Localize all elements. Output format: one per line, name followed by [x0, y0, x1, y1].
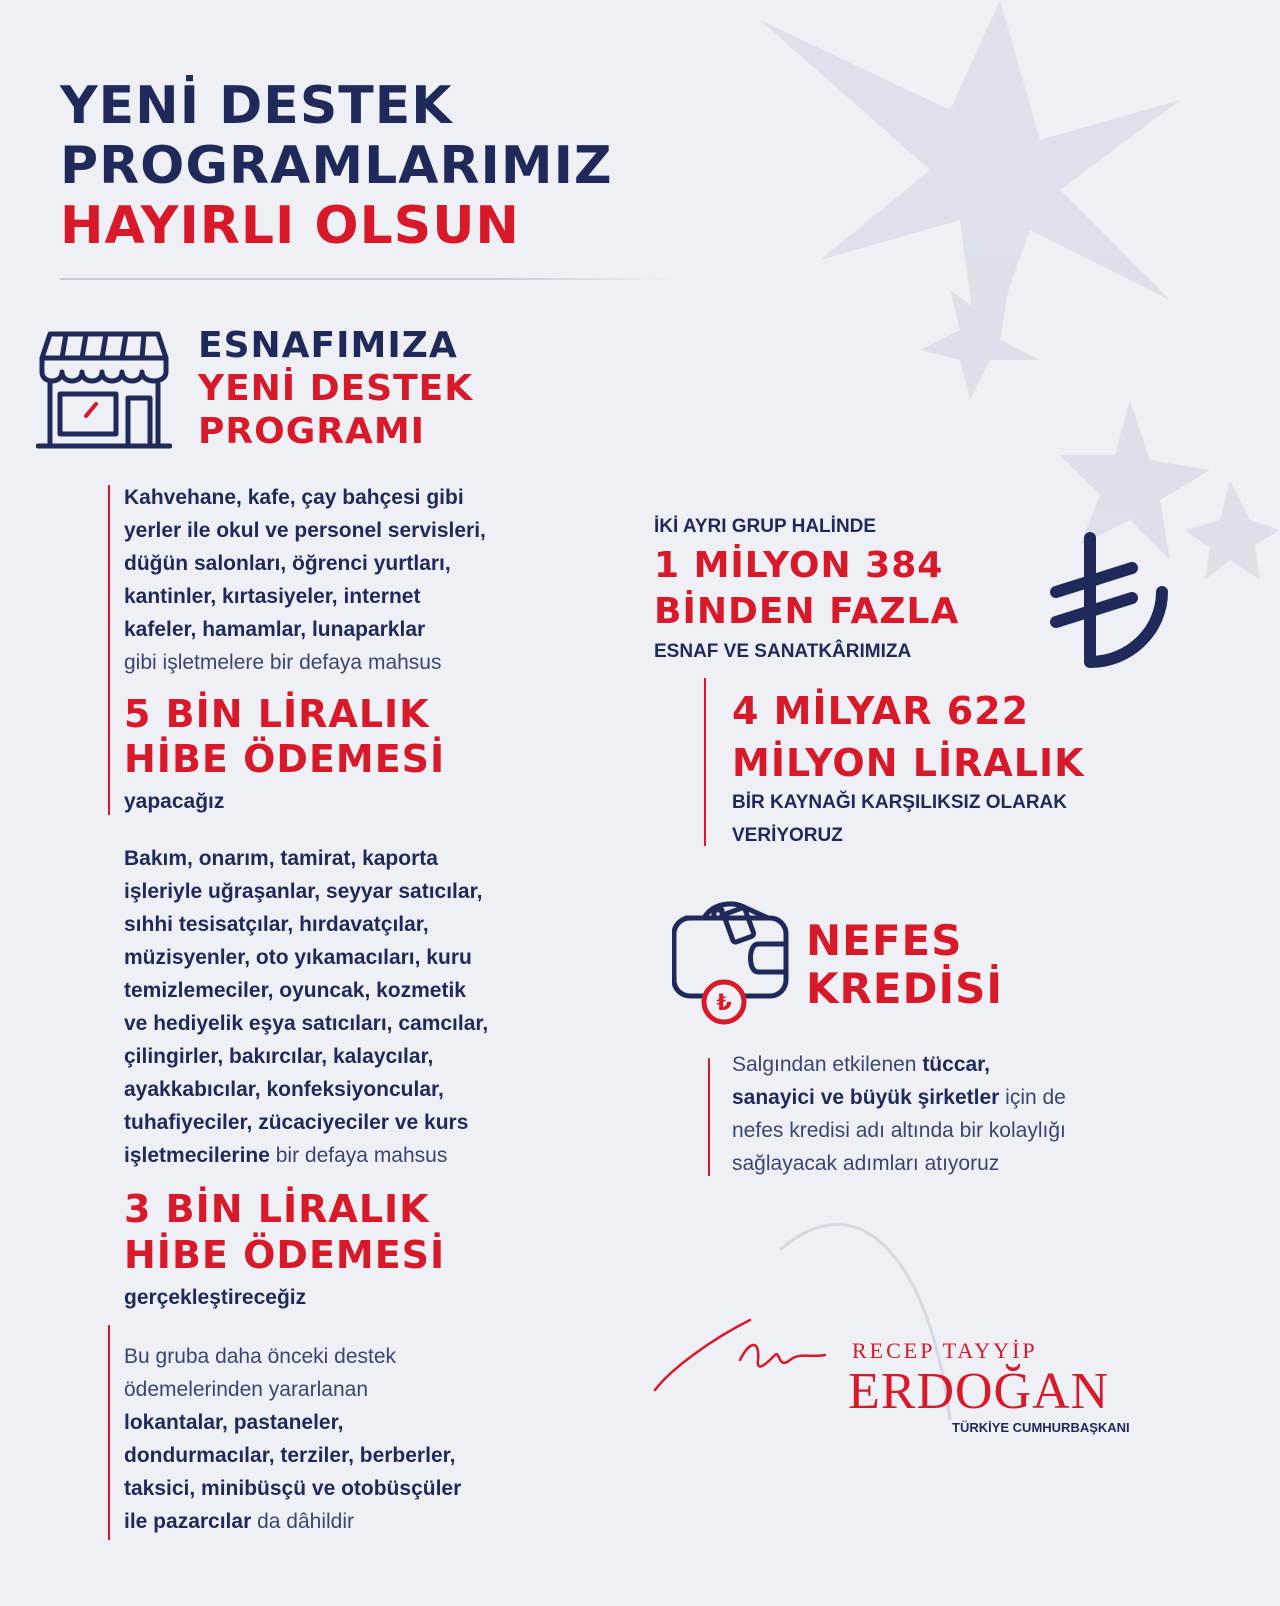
nefes-line-2 — [732, 1081, 1066, 1114]
nefes-line-1-pre: Salgından etkilenen — [732, 1053, 923, 1076]
stats-pre-text: İKİ AYRI GRUP HALİNDE — [654, 516, 877, 537]
nefes-line-3: nefes kredisi adı altında bir kolaylığı — [732, 1119, 1066, 1142]
group1-amount-line-1: 5 BİN LİRALIK — [124, 692, 430, 736]
handwritten-signature — [650, 1300, 850, 1410]
group3-bold-line: dondurmacılar, terziler, berberler, — [124, 1444, 456, 1467]
stats-big-line-2: BİNDEN FAZLA — [654, 591, 960, 632]
stats-post-text: ESNAF VE SANATKÂRIMIZA — [654, 641, 912, 662]
title-divider — [60, 278, 680, 280]
group2-line: çilingirler, bakırcılar, kalaycılar, — [124, 1045, 434, 1068]
title-line-3: HAYIRLI OLSUN — [60, 196, 520, 256]
group2-line: tuhafiyeciler, zücaciyeciler ve kurs — [124, 1111, 469, 1134]
group2-last-rest: bir defaya mahsus — [269, 1144, 448, 1167]
group2-line: ayakkabıcılar, konfeksiyoncular, — [124, 1078, 444, 1101]
group2-last-line — [124, 1139, 488, 1172]
esnaf-title-line-3: PROGRAMI — [198, 411, 426, 452]
group3-line: Bu gruba daha önceki destek — [124, 1345, 397, 1368]
group2-amount-line-1: 3 BİN LİRALIK — [124, 1187, 430, 1231]
nefes-title-line-2: KREDİSİ — [806, 964, 1003, 1013]
group1-accent-line — [108, 485, 110, 815]
nefes-line-4: sağlayacak adımları atıyoruz — [732, 1152, 1000, 1175]
nefes-title-line-1: NEFES — [806, 916, 963, 965]
group1-line: düğün salonları, öğrenci yurtları, — [124, 552, 451, 575]
nefes-line-1 — [732, 1048, 1066, 1081]
group2-last-bold: işletmecilerine — [124, 1144, 270, 1167]
group1-line: kafeler, hamamlar, lunaparklar — [124, 618, 426, 641]
coin-lira-symbol: ₺ — [716, 991, 732, 1016]
signature-first-name: RECEP TAYYİP — [852, 1338, 1038, 1363]
storefront-icon — [36, 328, 172, 456]
group1-line: yerler ile okul ve personel servisleri, — [124, 519, 486, 542]
stats-desc-line-1: BİR KAYNAĞI KARŞILIKSIZ OLARAK — [732, 792, 1067, 813]
group3-bold-line: taksici, minibüsçü ve otobüsçüler — [124, 1477, 462, 1500]
group3-accent-line — [108, 1325, 110, 1540]
group2-line: sıhhi tesisatçılar, hırdavatçılar, — [124, 913, 429, 936]
group2-line: Bakım, onarım, tamirat, kaporta — [124, 847, 438, 870]
group3-last-bold: ile pazarcılar — [124, 1510, 252, 1533]
stats-amount-line-1: 4 MİLYAR 622 — [732, 689, 1030, 733]
group2-amount-line-2: HİBE ÖDEMESİ — [124, 1233, 446, 1277]
group3-bold-line: lokantalar, pastaneler, — [124, 1411, 344, 1434]
stats-accent-line — [704, 678, 706, 846]
esnaf-title-line-1: ESNAFIMIZA — [198, 325, 458, 366]
group2-line: işleriyle uğraşanlar, seyyar satıcılar, — [124, 880, 483, 903]
signature-last-name: ERDOĞAN — [848, 1363, 1110, 1420]
nefes-line-2-bold: sanayici ve büyük şirketler — [732, 1086, 1000, 1109]
group3-line: ödemelerinden yararlanan — [124, 1378, 368, 1401]
wallet-icon — [672, 900, 792, 1028]
nefes-accent-line — [708, 1058, 710, 1176]
group2-line: müzisyenler, oto yıkamacıları, kuru — [124, 946, 472, 969]
group2-text — [124, 842, 488, 1172]
group1-amount-line-2: HİBE ÖDEMESİ — [124, 737, 446, 781]
group1-line: kantinler, kırtasiyeler, internet — [124, 585, 421, 608]
title-line-2: PROGRAMLARIMIZ — [60, 136, 613, 196]
stats-amount-line-2: MİLYON LİRALIK — [732, 741, 1085, 785]
group2-suffix: gerçekleştireceğiz — [124, 1286, 307, 1309]
signature-role: TÜRKİYE CUMHURBAŞKANI — [952, 1420, 1130, 1435]
turkish-lira-icon — [1050, 530, 1170, 670]
group3-last-rest: da dâhildir — [251, 1510, 354, 1533]
group1-tail: gibi işletmelere bir defaya mahsus — [124, 651, 442, 674]
group2-line: temizlemeciler, oyuncak, kozmetik — [124, 979, 466, 1002]
stats-desc-line-2: VERİYORUZ — [732, 825, 843, 846]
nefes-line-1-bold: tüccar, — [922, 1053, 991, 1076]
group2-line: ve hediyelik eşya satıcıları, camcılar, — [124, 1012, 489, 1035]
group1-line: Kahvehane, kafe, çay bahçesi gibi — [124, 486, 464, 509]
nefes-text — [732, 1048, 1066, 1180]
group1-text — [124, 481, 486, 679]
group3-last-line — [124, 1505, 461, 1538]
group1-suffix: yapacağız — [124, 790, 225, 813]
stats-big-line-1: 1 MİLYON 384 — [654, 545, 944, 586]
esnaf-title-line-2: YENİ DESTEK — [198, 368, 474, 409]
group3-text — [124, 1340, 461, 1538]
title-line-1: YENİ DESTEK — [60, 76, 453, 136]
nefes-line-2-rest: için de — [999, 1086, 1066, 1109]
